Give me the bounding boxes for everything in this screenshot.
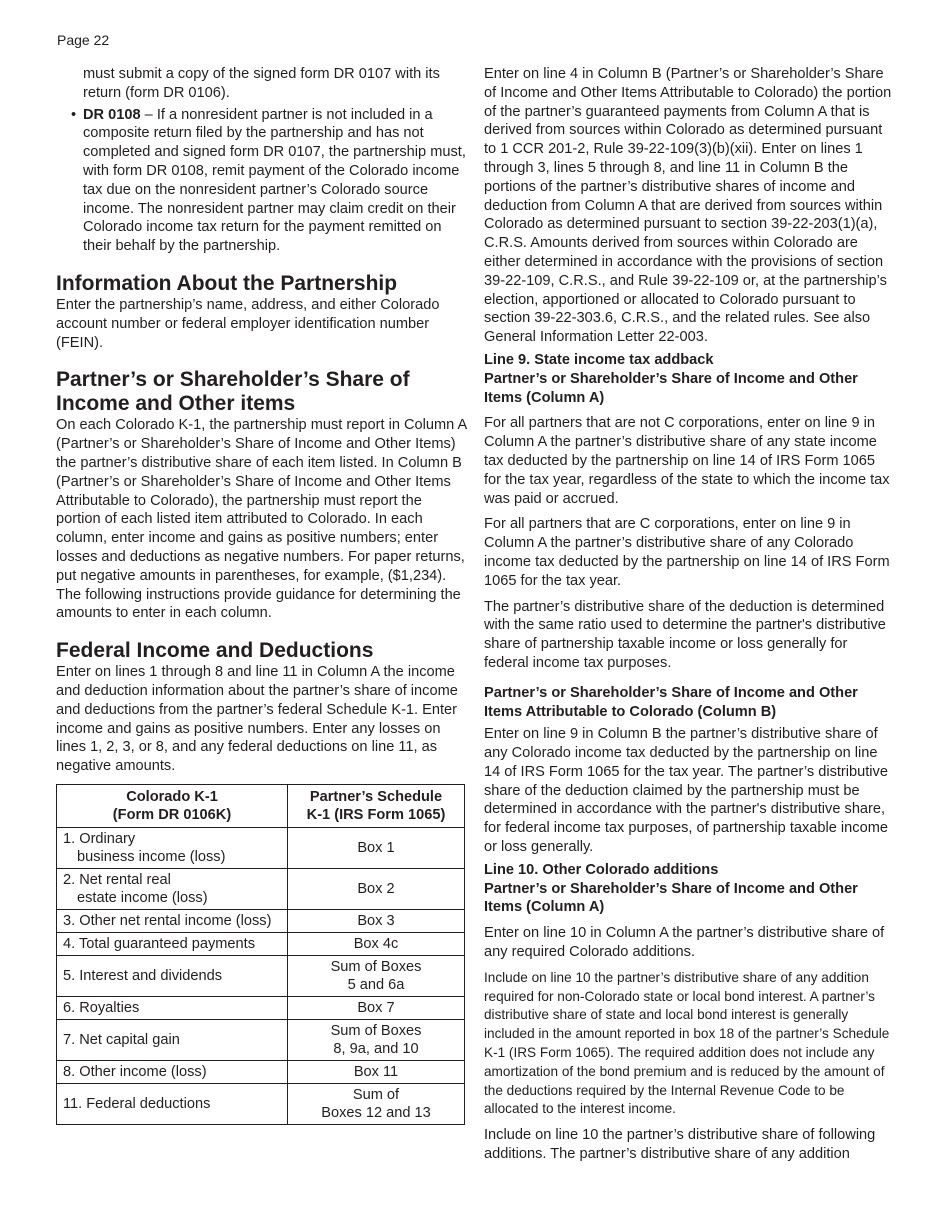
line9-column-b-heading: Partner’s or Shareholder’s Share of Income and Other Items Attributable to Colorado (Column B) <box>484 684 858 720</box>
cell-text: 8, 9a, and 10 <box>333 1040 419 1057</box>
table-cell-line: 3. Other net rental income (loss) <box>57 909 288 932</box>
table-row <box>57 932 465 955</box>
federal-heading: Federal Income and Deductions <box>56 639 374 663</box>
cell-text: Sum of Boxes <box>330 1022 422 1039</box>
table-cell-line: 7. Net capital gain <box>57 1019 288 1060</box>
line10-paragraph-3: Include on line 10 the partner’s distributive share of following additions. The partner’s distributive share of any addition <box>484 1127 876 1163</box>
header-col2-line1: Partner’s Schedule <box>309 788 443 805</box>
table-cell-box: Box 2 <box>288 868 465 909</box>
line4-text: Enter on line 4 in Column B (Partner’s or Shareholder’s Share of Income and Other Items Attributable to Colorado) the portion of the partner’s guaranteed payments from Column A that is derived from sources within Colorado as determined pursuant to 1 CCR 201-2, Rule 39-22-109(3)(b)(xii). Enter on lines 1 through 3, lines 5 through 8, and line 11 in Column B the portions of the partner’s distributive shares of income and deduction from Column A that are derived from sources within Colorado as determined pursuant to section 39-22-203(1)(a), C.R.S. Amounts derived from sources within Colorado are either determined in accordance with the provisions of section 39-22-109, C.R.S., and Rule 39-22-109 or, at the partnership’s election, apportioned or allocated to Colorado pursuant to section 39-22-303.6, C.R.S., and the related rules. See also General Information Letter 22-003. <box>484 66 892 346</box>
table-cell-box: Box 11 <box>288 1060 465 1083</box>
info-text: Enter the partnership’s name, address, and either Colorado account number or federal employer identification number (FEIN). <box>56 296 440 351</box>
cell-text: business income (loss) <box>77 848 226 865</box>
table-row <box>57 909 465 932</box>
table-cell-line <box>57 827 288 868</box>
cell-text: Sum of Boxes <box>330 958 422 975</box>
table-cell-line: 11. Federal deductions <box>57 1083 288 1124</box>
table-cell-box <box>288 1083 465 1124</box>
line9-paragraph-1: For all partners that are not C corporations, enter on line 9 in Column A the partner’s distributive share of any state income tax deducted by the partnership on line 14 of IRS Form 1065 for the tax year, regardless of the state to which the income tax was paid or accrued. <box>484 415 890 507</box>
table-cell-line <box>57 868 288 909</box>
header-col2-line2: K-1 (IRS Form 1065) <box>306 806 446 823</box>
line9-paragraph-2: For all partners that are C corporations, enter on line 9 in Column A the partner’s distributive share of any Colorado income tax deducted by the partnership on line 14 of IRS Form 1065 for the tax year. <box>484 516 890 589</box>
table-cell-box: Box 3 <box>288 909 465 932</box>
left-column <box>56 65 468 1125</box>
cell-text: 5 and 6a <box>347 976 405 993</box>
line9-column-a-heading: Partner’s or Shareholder’s Share of Income and Other Items (Column A) <box>484 370 858 406</box>
table-row <box>57 955 465 996</box>
table-row <box>57 996 465 1019</box>
cell-text: 2. Net rental real <box>63 871 171 888</box>
table-row <box>57 1060 465 1083</box>
table-row <box>57 868 465 909</box>
page-number: Page 22 <box>57 32 110 48</box>
right-column <box>484 65 896 1164</box>
table-header-federal-k1 <box>288 784 465 827</box>
share-heading: Partner’s or Shareholder’s Share of Income and Other items <box>56 368 410 416</box>
header-col1-line1: Colorado K-1 <box>126 788 218 805</box>
cell-text: Sum of <box>352 1086 400 1103</box>
line9-column-b-text: Enter on line 9 in Column B the partner’s distributive share of any Colorado income tax deducted by the partnership on line 14 of IRS Form 1065 for the tax year. The partner’s distributive share of the deduction claimed by the partnership must be determined in accordance with the partner's distributive share, for federal income tax purposes, of partnership taxable income or loss generally. <box>484 726 888 856</box>
line9-paragraph-3: The partner’s distributive share of the deduction is determined with the same ratio used to determine the partner's distributive share of partnership taxable income or loss generally for federal income tax purposes. <box>484 598 886 671</box>
table-cell-box: Box 4c <box>288 932 465 955</box>
bullet-term: DR 0108 <box>83 106 141 123</box>
info-heading: Information About the Partnership <box>56 271 398 295</box>
bullet-text: – If a nonresident partner is not included in a composite return filed by the partnership and has not completed and signed form DR 0107, the partnership must, with form DR 0108, remit payment of the Colorado income tax due on the nonresident partner’s Colorado source income. The nonresident partner may claim credit on their Colorado income tax return for the payment remitted on their behalf by the partnership. <box>83 106 466 255</box>
table-cell-box: Box 1 <box>288 827 465 868</box>
table-header-row <box>57 784 465 827</box>
table-cell-line: 4. Total guaranteed payments <box>57 932 288 955</box>
line10-column-a-heading: Partner’s or Shareholder’s Share of Income and Other Items (Column A) <box>484 880 858 916</box>
bullet-dot: • <box>71 106 77 123</box>
line9-heading: Line 9. State income tax addback <box>484 351 714 368</box>
k1-crossref-table <box>56 784 465 1125</box>
table-header-colorado-k1 <box>57 784 288 827</box>
table-cell-box: Box 7 <box>288 996 465 1019</box>
dr0108-bullet <box>56 106 468 256</box>
table-cell-line: 8. Other income (loss) <box>57 1060 288 1083</box>
table-row <box>57 1019 465 1060</box>
share-text: On each Colorado K-1, the partnership must report in Column A (Partner’s or Shareholder’s Share of Income and Other Items) the partner’s distributive share of each item listed. In Column B (Partner’s or Shareholder’s Share of Income and Other Items Attributable to Colorado), the partnership must report the portion of each listed item attributed to Colorado. In each column, enter income and gains as positive numbers; enter losses and deductions as negative numbers. For paper returns, put negative amounts in parentheses, for example, ($1,234). The following instructions provide guidance for determining the amounts to enter in each column. <box>56 417 467 622</box>
intro-continuation: must submit a copy of the signed form DR 0107 with its return (form DR 0106). <box>83 66 440 101</box>
cell-text: Boxes 12 and 13 <box>321 1104 431 1121</box>
table-cell-line: 6. Royalties <box>57 996 288 1019</box>
table-cell-line: 5. Interest and dividends <box>57 955 288 996</box>
table-cell-box <box>288 1019 465 1060</box>
table-row <box>57 827 465 868</box>
federal-text: Enter on lines 1 through 8 and line 11 in Column A the income and deduction information about the partner’s share of income and deductions from the partner’s federal Schedule K-1. Enter income and gains as positive numbers. Enter any losses on lines 1, 2, 3, or 8, and any federal deductions on line 11, as negative amounts. <box>56 664 458 775</box>
line10-paragraph-2: Include on line 10 the partner’s distributive share of any addition required for non-Colorado state or local bond interest. A partner’s distributive share of state and local bond interest is generally included in the amount reported in box 18 of the partner’s Schedule K-1 (IRS Form 1065). The required addition does not include any amortization of the bond premium and is reduced by the amount of the deductions required by the Internal Revenue Code to be allocated to the interest income. <box>484 969 890 1117</box>
line10-heading: Line 10. Other Colorado additions <box>484 861 719 878</box>
line10-paragraph-1: Enter on line 10 in Column A the partner’s distributive share of any required Colorado additions. <box>484 925 885 961</box>
table-row <box>57 1083 465 1124</box>
cell-text: 1. Ordinary <box>63 830 136 847</box>
cell-text: estate income (loss) <box>77 889 208 906</box>
header-col1-line2: (Form DR 0106K) <box>112 806 232 823</box>
table-cell-box <box>288 955 465 996</box>
